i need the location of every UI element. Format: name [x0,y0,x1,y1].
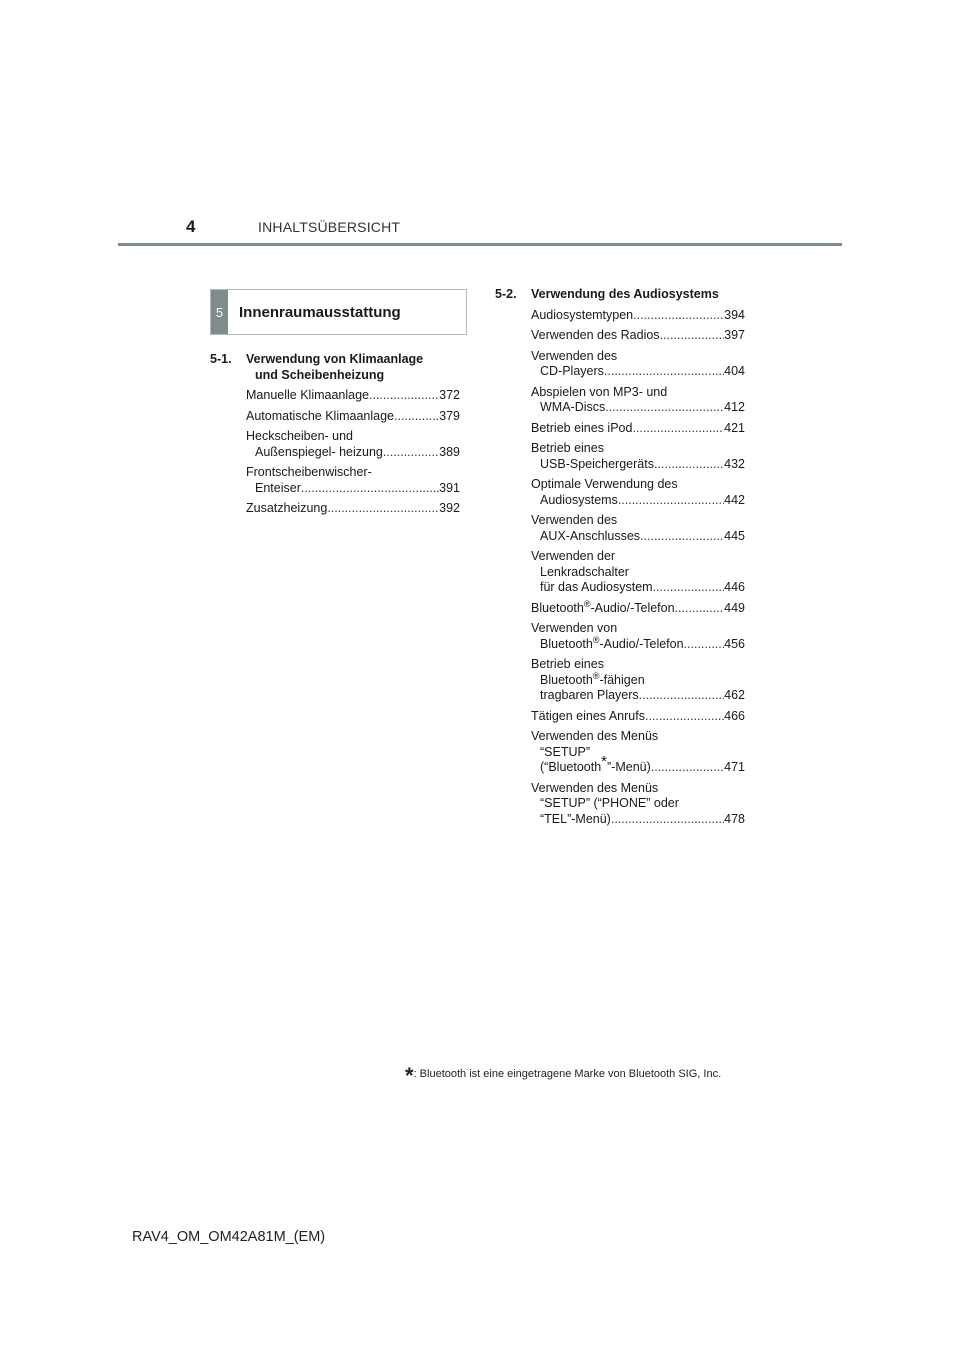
toc-entry-last-line [531,529,745,545]
toc-entry-last-line [246,388,460,404]
toc-entry-line: Verwenden des [531,513,618,527]
toc-group-title [531,287,745,303]
toc-entry [246,388,460,404]
toc-entry-line: CD-Players [540,364,604,378]
toc-page-number: 478 [724,811,745,826]
toc-entry-line: Manuelle Klimaanlage [246,388,369,402]
toc-entry-line: Außenspiegel- heizung [255,444,383,459]
toc-page-number: 394 [724,307,745,322]
toc-entry-line: WMA-Discs [540,400,606,414]
toc-page-number: 466 [724,708,745,723]
toc-entry [531,549,745,596]
toc-entry-line: Heckscheiben- und [246,429,354,443]
toc-entry-last-line [531,709,745,725]
toc-page-number: 412 [724,400,745,414]
toc-entry-line: Verwenden des Radios [531,328,660,342]
toc-page-number: 462 [724,688,745,702]
toc-group-title [246,352,460,383]
toc-entry-line: Verwenden der [531,549,616,563]
toc-entry-line: Tätigen eines Anrufs [531,708,645,723]
toc-leader-dots [611,812,724,828]
toc-entry [531,385,745,416]
toc-entry-line: “SETUP” [540,744,590,759]
toc-page-number: 391 [439,480,460,495]
toc-entry [531,441,745,472]
toc-entry [531,729,745,776]
toc-entry-line: USB-Speichergeräts [540,456,654,471]
toc-entry [531,477,745,508]
toc-page-number: 392 [439,501,460,515]
toc-column-left [210,352,460,522]
toc-leader-dots [301,481,439,497]
toc-entry [531,621,745,652]
toc-entry-line: Verwenden des [531,348,618,363]
toc-group-heading [210,352,460,383]
toc-entry-line: Lenkradschalter [540,564,629,579]
toc-entry-line: Abspielen von MP3- und [531,384,668,399]
toc-entry-line: Audiosystemtypen [531,307,634,322]
page-number: 4 [186,217,196,236]
toc-entry-line: Betrieb eines [531,441,604,455]
toc-group-number: 5-1. [210,352,232,366]
toc-leader-dots [645,709,724,725]
toc-leader-dots [639,688,724,704]
toc-entry-last-line [531,752,745,776]
toc-leader-dots [632,421,724,437]
section-box [210,289,467,335]
toc-entry-last-line [531,457,745,473]
toc-entry-line: Betrieb eines iPod [531,420,633,435]
toc-page-number: 442 [724,492,745,507]
toc-entry-line: Optimale Verwendung des [531,477,678,491]
toc-entry-list [495,308,745,828]
header-rule [118,243,842,246]
toc-entry-list [210,388,460,517]
toc-entry [246,429,460,460]
toc-page-number: 449 [724,600,745,615]
toc-entry-line: Verwenden des Menüs [531,780,659,795]
toc-leader-dots [605,400,724,416]
toc-entry [246,501,460,517]
toc-leader-dots [675,601,725,617]
toc-entry [531,781,745,828]
toc-entry [531,349,745,380]
toc-entry-line: “SETUP” (“PHONE” oder [540,796,679,810]
toc-entry-last-line [531,328,745,344]
document-code: RAV4_OM_OM42A81M_(EM) [132,1229,326,1245]
section-number-tab: 5 [211,290,228,334]
toc-leader-dots [653,580,725,596]
toc-entry-last-line [246,501,460,517]
toc-leader-dots [394,409,439,425]
toc-entry-last-line [246,409,460,425]
toc-page-number: 379 [439,408,460,423]
toc-leader-dots [640,529,724,545]
footnote-text: : Bluetooth ist eine eingetragene Marke von Bluetooth SIG, Inc. [413,1068,722,1080]
footnote [405,1063,721,1089]
toc-entry-line: Betrieb eines [531,657,604,671]
toc-group-heading [495,287,745,303]
toc-entry-line: AUX-Anschlusses [540,528,641,543]
toc-entry [246,409,460,425]
footnote-marker: * [405,1063,414,1088]
toc-entry [531,513,745,544]
toc-group-number: 5-2. [495,287,517,301]
toc-entry-line: Bluetooth®-Audio/-Telefon [531,598,675,615]
toc-entry-last-line [531,812,745,828]
toc-leader-dots [327,501,439,517]
toc-group-title-line: Verwendung von Klimaanlage [246,352,424,366]
toc-leader-dots [633,308,724,324]
section-title: Innenraumausstattung [239,303,401,321]
page-header-title: INHALTSÜBERSICHT [258,219,401,235]
toc-entry-last-line [531,421,745,437]
toc-entry-last-line [246,481,460,497]
toc-leader-dots [618,493,724,509]
toc-entry [531,709,745,725]
toc-entry-last-line [531,493,745,509]
toc-entry-line: tragbaren Players [540,688,639,702]
toc-entry-last-line [531,580,745,596]
toc-entry-line: Verwenden des Menüs [531,729,659,743]
toc-entry-line: Automatische Klimaanlage [246,408,394,423]
toc-entry-last-line [531,364,745,380]
toc-page-number: 456 [724,636,745,651]
toc-group-title-line: Verwendung des Audiosystems [531,287,719,301]
toc-entry-last-line [531,634,745,653]
toc-entry-line: Audiosystems [540,492,618,507]
toc-page-number: 421 [724,420,745,435]
toc-entry [531,421,745,437]
toc-page-number: 389 [439,444,460,459]
toc-entry-line: (“Bluetooth*”-Menü) [540,752,651,774]
toc-entry-line: Zusatzheizung [246,501,328,515]
toc-entry [531,598,745,617]
toc-leader-dots [684,637,725,653]
toc-entry-line: “TEL”-Menü) [540,811,611,826]
toc-column-right [495,287,745,832]
toc-entry [246,465,460,496]
toc-leader-dots [654,457,724,473]
toc-entry-last-line [531,400,745,416]
toc-leader-dots [604,364,724,380]
toc-page-number: 404 [724,364,745,378]
toc-page-number: 372 [439,388,460,402]
toc-entry-line: für das Audiosystem [540,580,653,594]
toc-entry [531,328,745,344]
toc-entry-line: Bluetooth®-Audio/-Telefon [540,634,684,651]
toc-entry-line: Bluetooth®-fähigen [540,670,645,687]
toc-group-title-line: und Scheibenheizung [255,367,385,382]
toc-entry-last-line [531,598,745,617]
toc-entry-line: Verwenden von [531,621,618,635]
toc-page-number: 446 [724,580,745,594]
toc-entry [531,657,745,704]
toc-entry-line: Frontscheibenwischer- [246,465,372,479]
toc-page-number: 397 [724,328,745,342]
toc-leader-dots [369,388,439,404]
toc-entry-last-line [531,308,745,324]
toc-page-number: 471 [724,760,745,774]
toc-page-number: 445 [724,528,745,543]
toc-entry-line: Enteiser [255,480,301,495]
toc-entry-last-line [246,445,460,461]
toc-leader-dots [383,445,439,461]
toc-page-number: 432 [724,456,745,471]
toc-leader-dots [660,328,725,344]
toc-entry [531,308,745,324]
toc-entry-last-line [531,688,745,704]
toc-leader-dots [651,760,724,776]
